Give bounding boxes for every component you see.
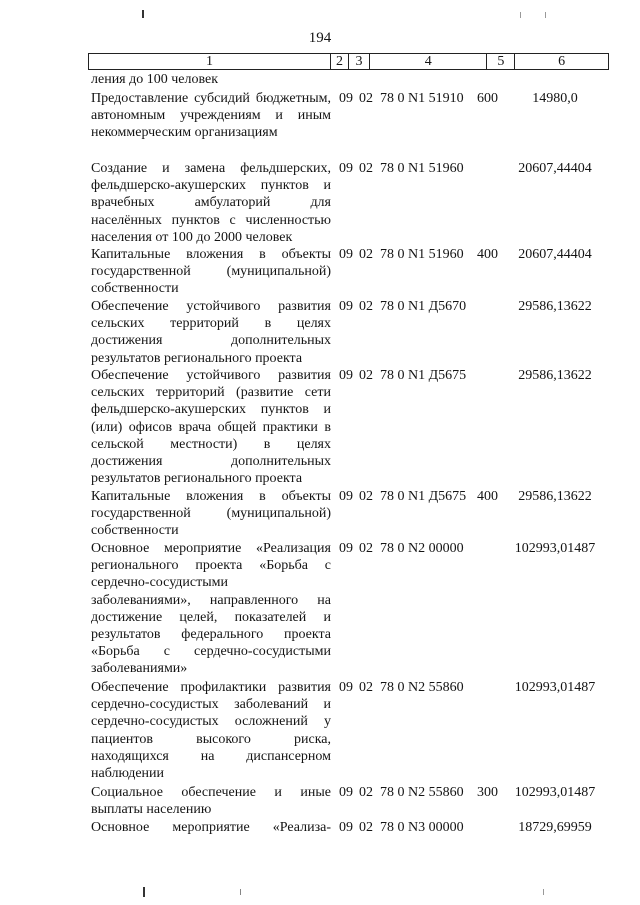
row-section: 09 (339, 161, 353, 176)
row-target-code: 78 0 N2 55860 (380, 785, 464, 800)
row-amount: 102993,01487 (514, 680, 596, 695)
row-amount: 20607,44404 (518, 247, 592, 262)
row-target-code: 78 0 N1 Д5670 (380, 299, 467, 314)
header-col-5: 5 (487, 54, 515, 69)
row-description: Предоставление субсидий бюджетным, автономным учреждениям и иным некоммерческим организациям (91, 91, 331, 141)
row-expense-type: 400 (477, 247, 498, 262)
row-expense-type: 300 (477, 785, 498, 800)
row-target-code: 78 0 N1 51910 (380, 91, 464, 106)
header-col-1: 1 (89, 54, 331, 69)
row-description: Обеспечение профилактики развития сердечно-сосудистых заболеваний и сердечно-сосудистых осложнений у пациентов высокого риска, находящихся на диспансерном наблюдении (91, 680, 331, 782)
row-section: 09 (339, 680, 353, 695)
table-header (88, 53, 609, 70)
row-target-code: 78 0 N3 00000 (380, 820, 464, 835)
row-amount: 29586,13622 (518, 299, 592, 314)
header-col-2: 2 (331, 54, 349, 69)
row-target-code: 78 0 N2 55860 (380, 680, 464, 695)
row-expense-type: 600 (477, 91, 498, 106)
row-subsection: 02 (359, 489, 373, 504)
row-subsection: 02 (359, 161, 373, 176)
scan-mark (142, 10, 144, 18)
row-description: Социальное обеспечение и иные выплаты населению (91, 785, 331, 818)
row-section: 09 (339, 91, 353, 106)
scan-mark (543, 889, 544, 895)
row-section: 09 (339, 489, 353, 504)
row-section: 09 (339, 785, 353, 800)
row-amount: 20607,44404 (518, 161, 592, 176)
row-description: ления до 100 человек (91, 72, 219, 87)
row-subsection: 02 (359, 299, 373, 314)
row-target-code: 78 0 N1 51960 (380, 161, 464, 176)
row-section: 09 (339, 299, 353, 314)
row-amount: 29586,13622 (518, 368, 592, 383)
row-amount: 102993,01487 (514, 541, 596, 556)
scan-mark (143, 887, 145, 897)
row-subsection: 02 (359, 247, 373, 262)
row-description: Капитальные вложения в объекты государственной (муниципальной) собственности (91, 247, 331, 297)
row-description: Основное мероприятие «Реализация регионального проекта «Борьба с сердечно-сосудистыми заболеваниями», направленного на достижение целей, показателей и результатов федерального проекта «Борьба с сердечно-сосудистыми заболеваниями» (91, 541, 331, 677)
row-target-code: 78 0 N1 51960 (380, 247, 464, 262)
row-target-code: 78 0 N1 Д5675 (380, 489, 467, 504)
header-col-3: 3 (349, 54, 370, 69)
scan-mark (240, 889, 241, 895)
row-subsection: 02 (359, 680, 373, 695)
row-amount: 18729,69959 (518, 820, 592, 835)
row-amount: 14980,0 (532, 91, 578, 106)
header-col-6: 6 (558, 54, 566, 69)
row-expense-type: 400 (477, 489, 498, 504)
row-section: 09 (339, 368, 353, 383)
row-description: Обеспечение устойчивого развития сельских территорий в целях достижения дополнительных результатов регионального проекта (91, 299, 331, 366)
row-description: Создание и замена фельдшерских, фельдшерско-акушерских пунктов и врачебных амбулаторий для населённых пунктов с численностью населения от 100 до 2000 человек (91, 161, 331, 245)
row-subsection: 02 (359, 91, 373, 106)
row-description: Основное мероприятие «Реализа- (91, 820, 331, 835)
row-section: 09 (339, 541, 353, 556)
row-description: Капитальные вложения в объекты государственной (муниципальной) собственности (91, 489, 331, 539)
row-subsection: 02 (359, 820, 373, 835)
row-description: Обеспечение устойчивого развития сельских территорий (развитие сети фельдшерско-акушерских пунктов и (или) офисов врача общей практики в сельской местности) в целях достижения дополнительных результатов регионального проекта (91, 368, 331, 487)
row-subsection: 02 (359, 368, 373, 383)
row-section: 09 (339, 820, 353, 835)
row-target-code: 78 0 N2 00000 (380, 541, 464, 556)
row-section: 09 (339, 247, 353, 262)
row-amount: 29586,13622 (518, 489, 592, 504)
row-target-code: 78 0 N1 Д5675 (380, 368, 467, 383)
scan-mark (520, 12, 521, 18)
header-col-4: 4 (370, 54, 488, 69)
row-subsection: 02 (359, 785, 373, 800)
page-number: 194 (308, 30, 332, 46)
row-amount: 102993,01487 (514, 785, 596, 800)
row-subsection: 02 (359, 541, 373, 556)
scan-mark (545, 12, 546, 18)
